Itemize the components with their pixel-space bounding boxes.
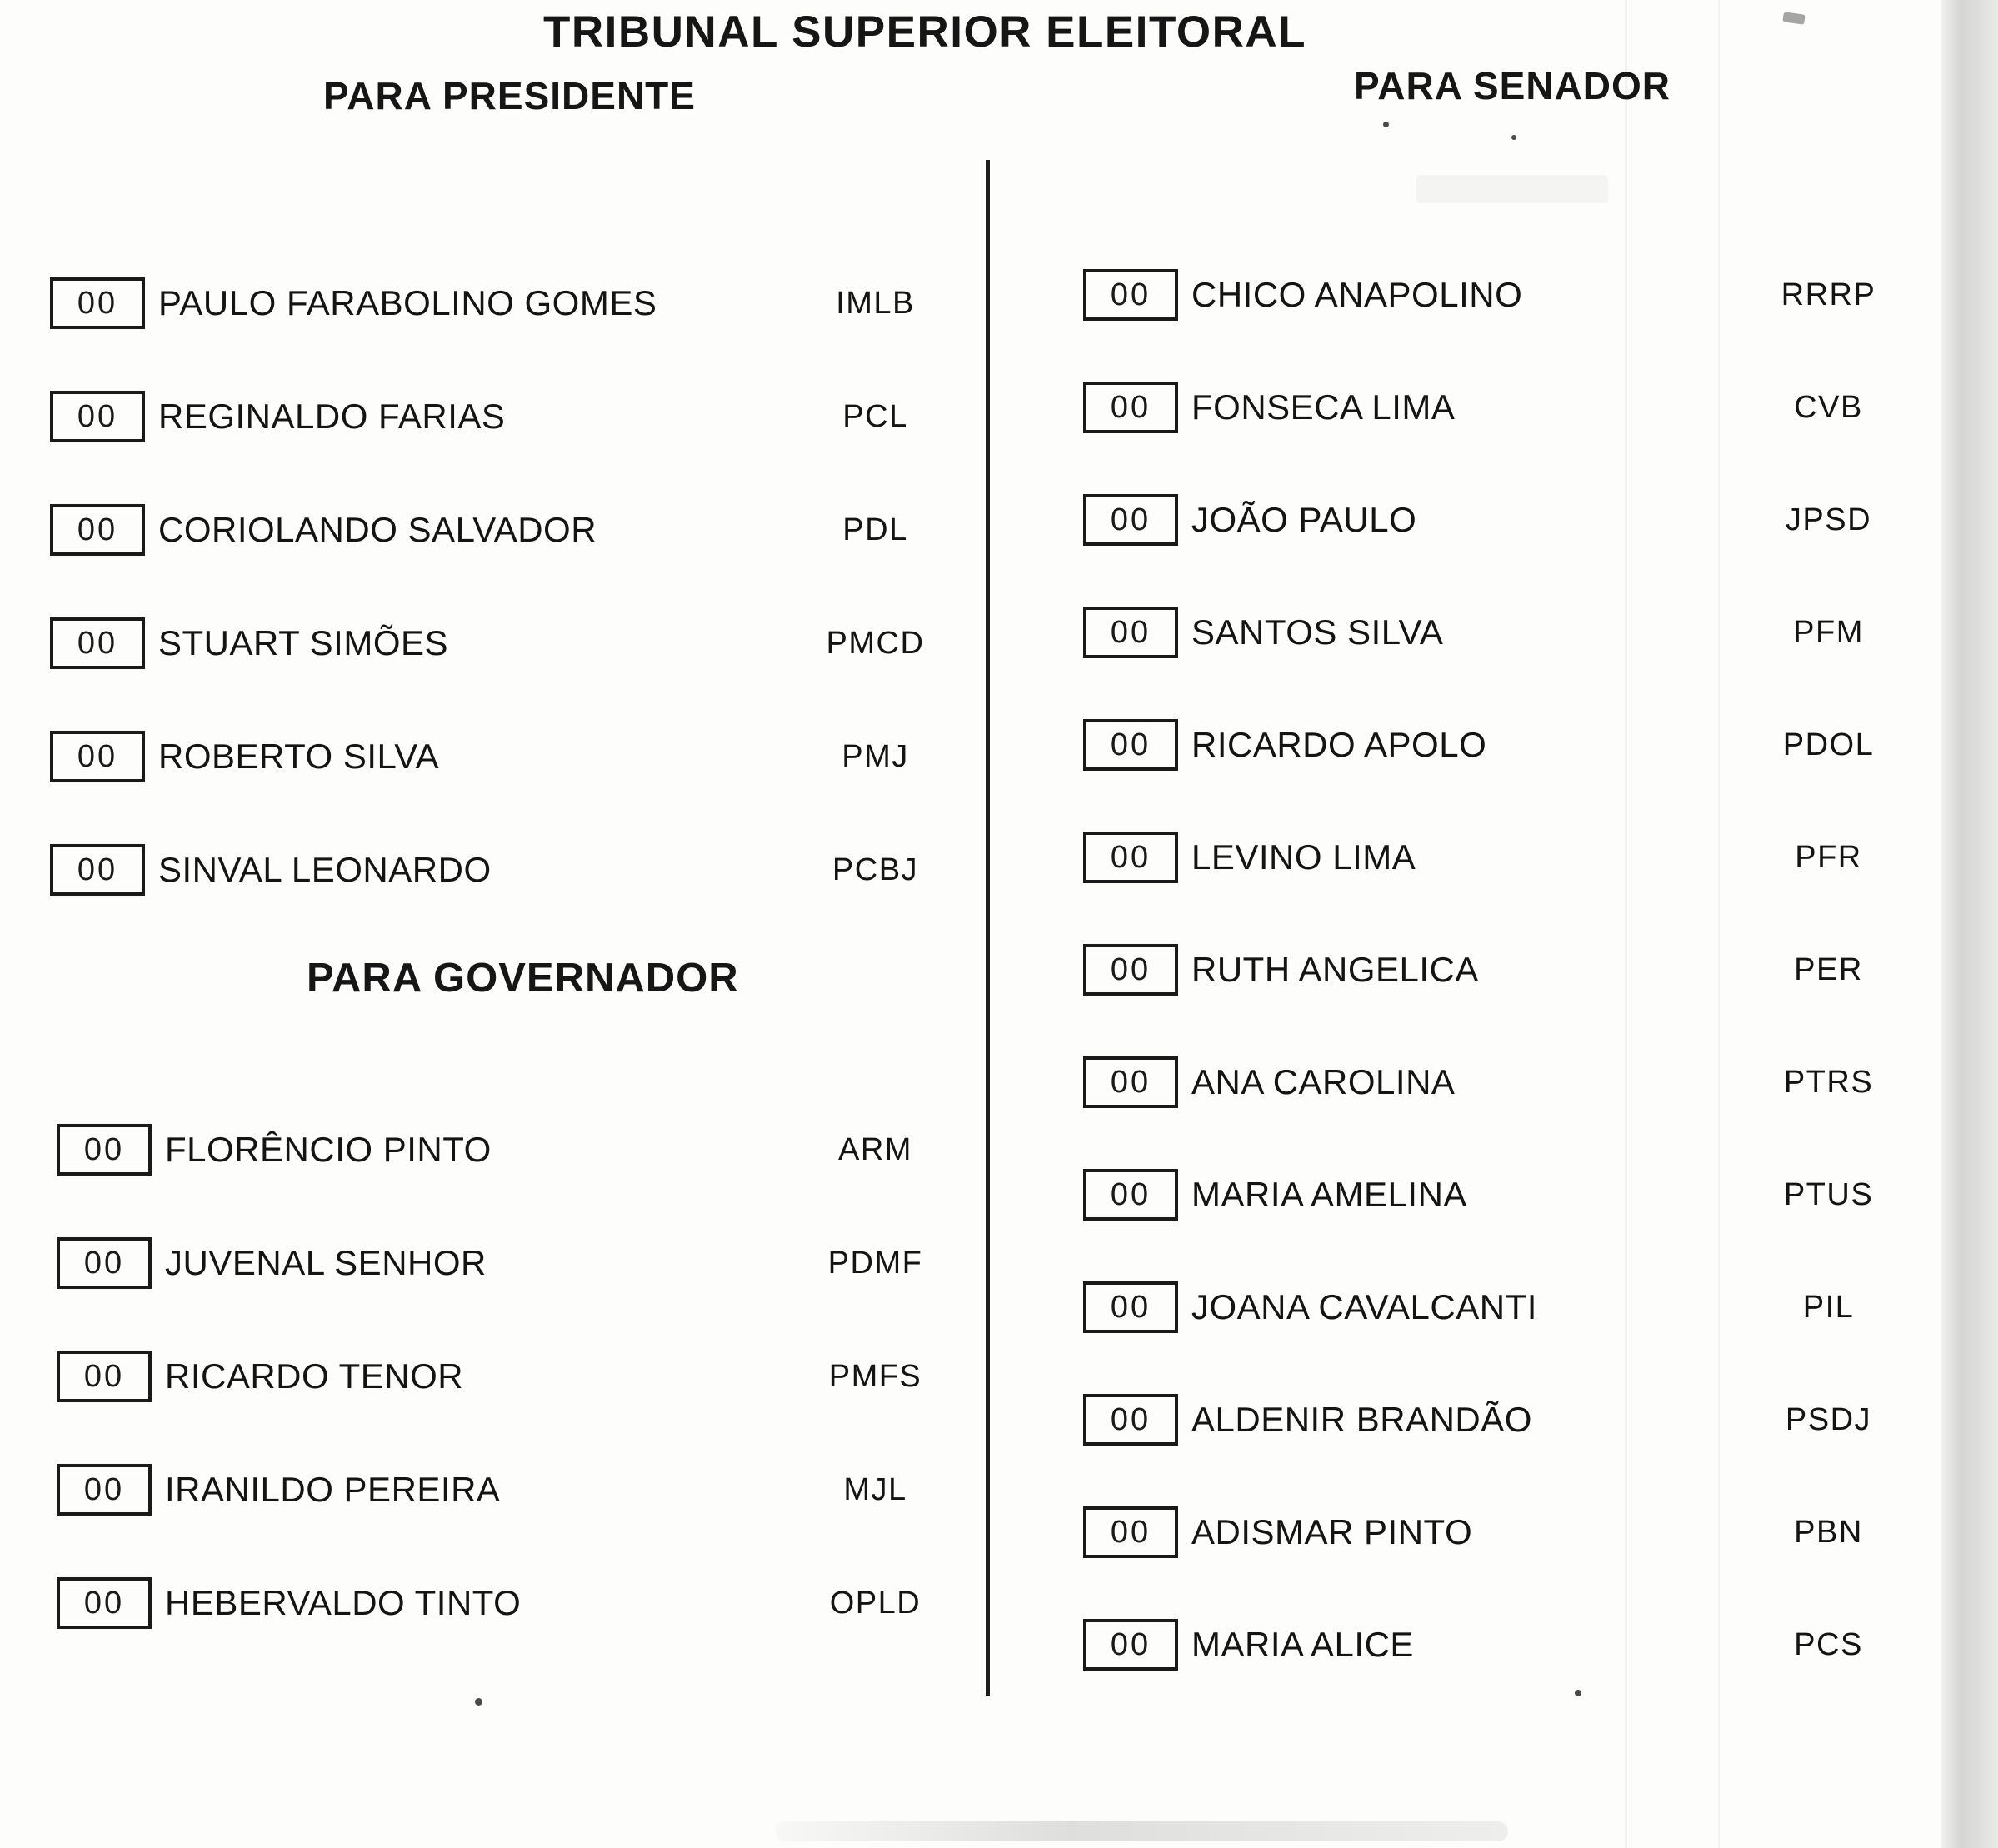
- party-code: MJL: [843, 1471, 907, 1507]
- candidate-name: ANA CAROLINA: [1191, 1062, 1456, 1101]
- candidate-row: [1083, 943, 1910, 996]
- candidate-row: [50, 730, 957, 783]
- candidate-row: [57, 1463, 957, 1516]
- candidate-row: [57, 1123, 957, 1176]
- section-heading-governador: PARA GOVERNADOR: [307, 956, 739, 1001]
- vote-number-box[interactable]: 00: [1083, 944, 1178, 996]
- vote-number-box[interactable]: 00: [50, 277, 145, 329]
- party-code: PFM: [1793, 614, 1864, 650]
- candidate-row: [1083, 1618, 1910, 1671]
- party-code: IMLB: [836, 285, 915, 321]
- party-code: PCS: [1794, 1626, 1863, 1662]
- candidate-row: [1083, 1281, 1910, 1334]
- scan-artifact-mark: [1782, 12, 1805, 25]
- vote-number-box[interactable]: 00: [1083, 719, 1178, 771]
- candidate-row: [57, 1576, 957, 1630]
- candidate-row: [50, 503, 957, 557]
- vote-number-box[interactable]: 00: [50, 617, 145, 669]
- candidate-name: JOÃO PAULO: [1191, 500, 1417, 539]
- party-code: PMJ: [842, 738, 909, 774]
- party-code: PER: [1794, 951, 1863, 987]
- candidate-list-governador: [57, 1123, 957, 1690]
- party-code: PTRS: [1783, 1064, 1874, 1100]
- party-code: PCL: [842, 398, 908, 434]
- candidate-name: RUTH ANGELICA: [1191, 950, 1479, 989]
- vote-number-box[interactable]: 00: [1083, 494, 1178, 546]
- scan-artifact-dot: [1383, 122, 1389, 127]
- candidate-row: [1083, 718, 1910, 772]
- candidate-row: [50, 843, 957, 897]
- candidate-name: MARIA AMELINA: [1191, 1175, 1467, 1214]
- vote-number-box[interactable]: 00: [57, 1464, 152, 1516]
- candidate-name: SINVAL LEONARDO: [158, 850, 492, 889]
- candidate-row: [1083, 1506, 1910, 1559]
- candidate-row: [1083, 381, 1910, 434]
- candidate-list-senador: [1083, 268, 1910, 1731]
- vote-number-box[interactable]: 00: [1083, 607, 1178, 658]
- vote-number-box[interactable]: 00: [1083, 1281, 1178, 1333]
- candidate-name: FLORÊNCIO PINTO: [165, 1130, 492, 1169]
- candidate-name: IRANILDO PEREIRA: [165, 1470, 501, 1509]
- candidate-list-presidente: [50, 277, 957, 956]
- vote-number-box[interactable]: 00: [1083, 1394, 1178, 1446]
- candidate-row: [57, 1350, 957, 1403]
- candidate-name: ADISMAR PINTO: [1191, 1512, 1473, 1551]
- candidate-row: [1083, 1168, 1910, 1221]
- candidate-name: STUART SIMÕES: [158, 623, 449, 662]
- vote-number-box[interactable]: 00: [50, 391, 145, 442]
- section-heading-senador: PARA SENADOR: [1354, 64, 1671, 107]
- candidate-row: [1083, 1393, 1910, 1446]
- party-code: RRRP: [1781, 277, 1876, 312]
- candidate-row: [1083, 831, 1910, 884]
- party-code: PCBJ: [832, 852, 919, 887]
- vote-number-box[interactable]: 00: [57, 1124, 152, 1176]
- candidate-name: ROBERTO SILVA: [158, 737, 440, 776]
- party-code: ARM: [838, 1131, 912, 1167]
- section-heading-presidente: PARA PRESIDENTE: [323, 74, 696, 117]
- scan-artifact-ghost-text: [1416, 175, 1608, 203]
- candidate-name: JUVENAL SENHOR: [165, 1243, 487, 1282]
- vote-number-box[interactable]: 00: [50, 731, 145, 782]
- vote-number-box[interactable]: 00: [57, 1237, 152, 1289]
- vote-number-box[interactable]: 00: [57, 1577, 152, 1629]
- vote-number-box[interactable]: 00: [1083, 1056, 1178, 1108]
- party-code: PDL: [842, 512, 908, 547]
- party-code: JPSD: [1785, 502, 1872, 537]
- vote-number-box[interactable]: 00: [57, 1351, 152, 1402]
- candidate-row: [1083, 493, 1910, 547]
- vote-number-box[interactable]: 00: [50, 844, 145, 896]
- candidate-row: [50, 277, 957, 330]
- candidate-name: CHICO ANAPOLINO: [1191, 275, 1523, 314]
- party-code: PDMF: [827, 1245, 923, 1281]
- candidate-name: REGINALDO FARIAS: [158, 397, 506, 436]
- scan-artifact-dot: [1511, 135, 1516, 140]
- candidate-row: [50, 390, 957, 443]
- candidate-name: ALDENIR BRANDÃO: [1191, 1400, 1532, 1439]
- party-code: PBN: [1794, 1514, 1863, 1550]
- vote-number-box[interactable]: 00: [1083, 1506, 1178, 1558]
- candidate-name: RICARDO APOLO: [1191, 725, 1487, 764]
- candidate-name: RICARDO TENOR: [165, 1356, 464, 1396]
- party-code: PMCD: [826, 625, 925, 661]
- scan-artifact-smudge: [775, 1821, 1508, 1841]
- party-code: PIL: [1802, 1289, 1855, 1325]
- party-code: OPLD: [829, 1585, 922, 1621]
- vote-number-box[interactable]: 00: [1083, 832, 1178, 883]
- column-divider: [986, 160, 990, 1696]
- candidate-name: JOANA CAVALCANTI: [1191, 1287, 1537, 1326]
- candidate-name: SANTOS SILVA: [1191, 612, 1444, 652]
- candidate-name: FONSECA LIMA: [1191, 387, 1456, 427]
- candidate-name: CORIOLANDO SALVADOR: [158, 510, 597, 549]
- vote-number-box[interactable]: 00: [1083, 1169, 1178, 1221]
- party-code: PTUS: [1783, 1176, 1874, 1212]
- candidate-row: [57, 1236, 957, 1290]
- scan-artifact-dot: [475, 1698, 482, 1706]
- candidate-name: HEBERVALDO TINTO: [165, 1583, 522, 1622]
- candidate-row: [1083, 1056, 1910, 1109]
- party-code: PSDJ: [1785, 1401, 1872, 1437]
- vote-number-box[interactable]: 00: [1083, 382, 1178, 433]
- candidate-name: LEVINO LIMA: [1191, 837, 1416, 877]
- candidate-row: [1083, 268, 1910, 322]
- page-title: TRIBUNAL SUPERIOR ELEITORAL: [543, 7, 1307, 57]
- candidate-name: MARIA ALICE: [1191, 1625, 1414, 1664]
- party-code: PMFS: [828, 1358, 922, 1394]
- party-code: PFR: [1795, 839, 1862, 875]
- candidate-name: PAULO FARABOLINO GOMES: [158, 283, 657, 322]
- vote-number-box[interactable]: 00: [1083, 269, 1178, 321]
- scan-artifact-right-band: [1941, 0, 1998, 1848]
- vote-number-box[interactable]: 00: [50, 504, 145, 556]
- vote-number-box[interactable]: 00: [1083, 1619, 1178, 1671]
- candidate-row: [1083, 606, 1910, 659]
- candidate-row: [50, 617, 957, 670]
- party-code: PDOL: [1782, 727, 1875, 762]
- party-code: CVB: [1794, 389, 1863, 425]
